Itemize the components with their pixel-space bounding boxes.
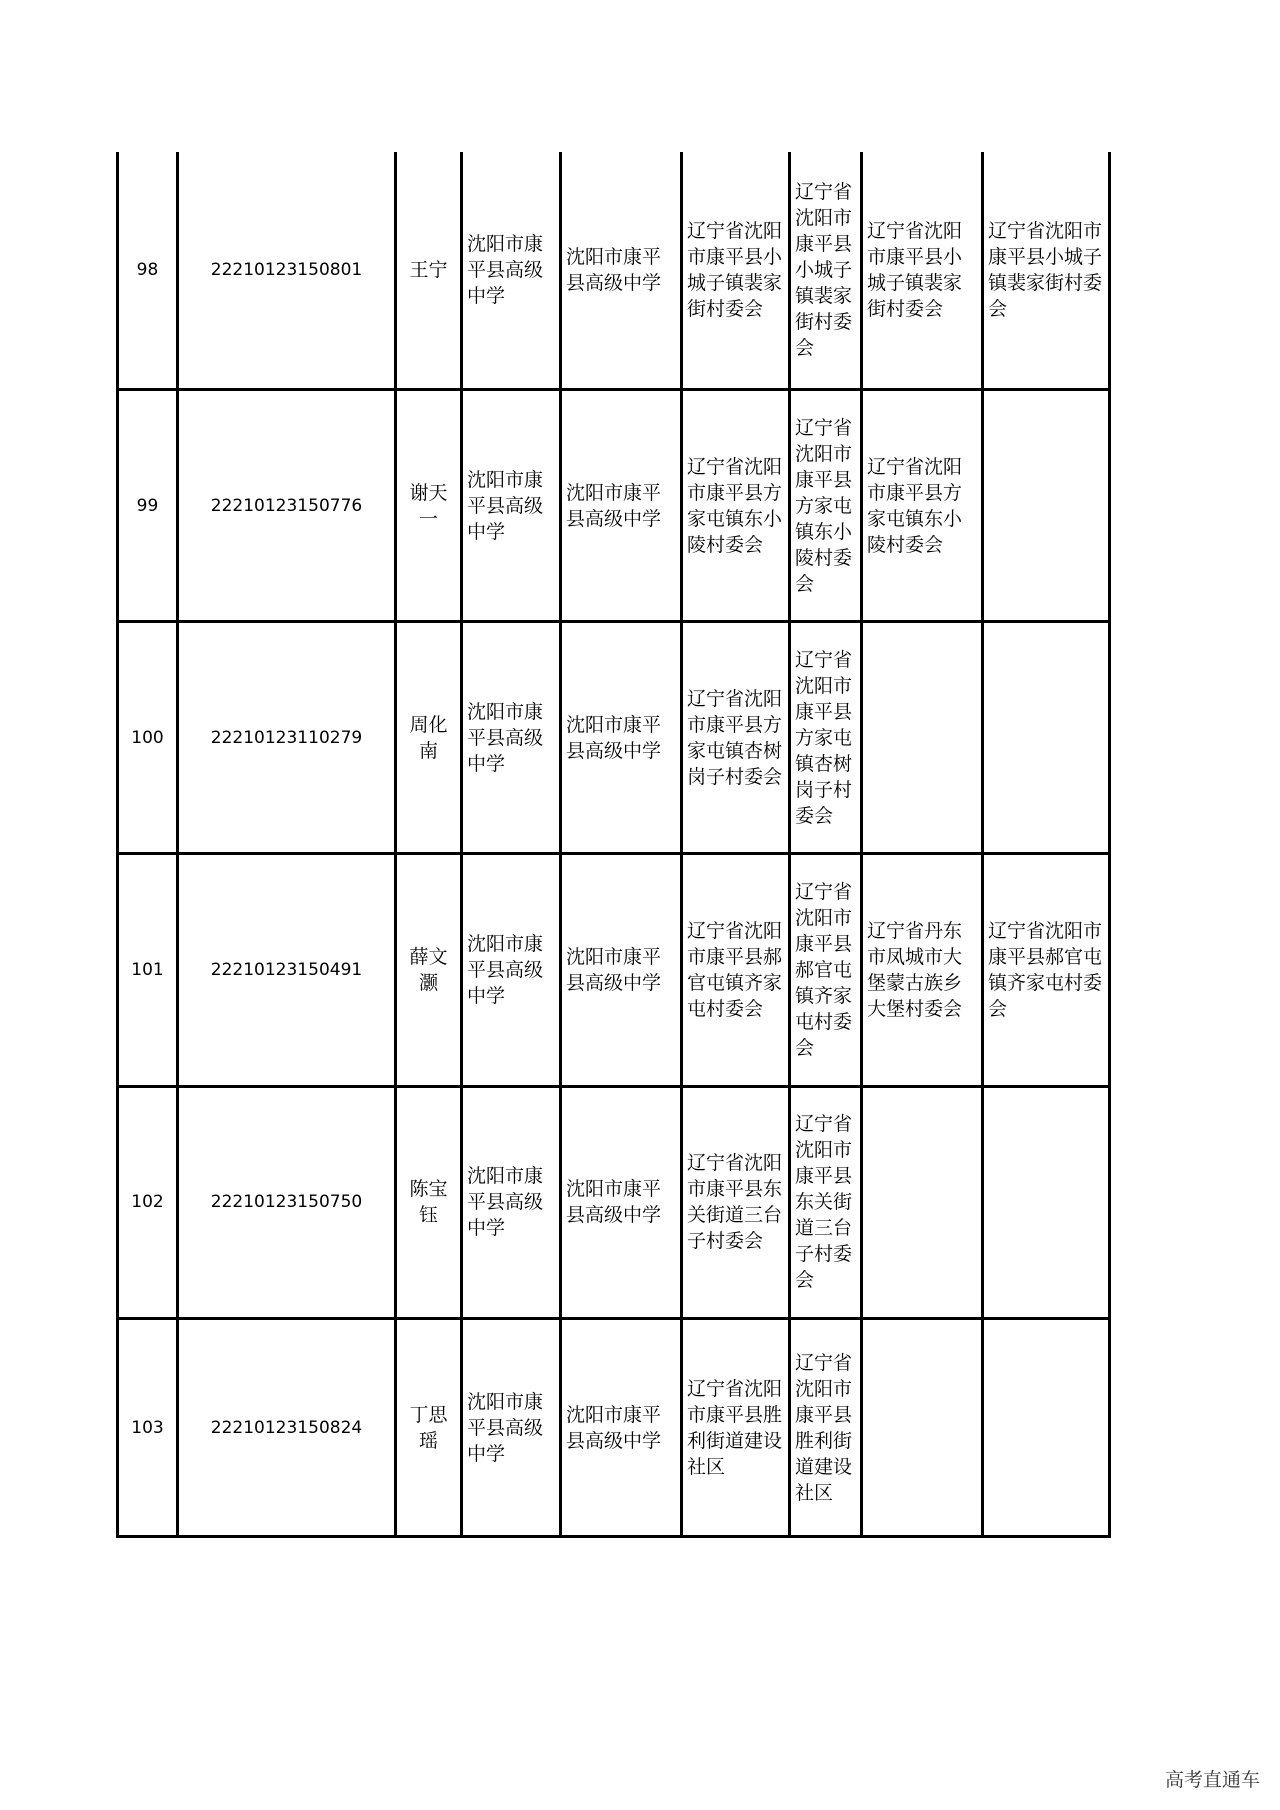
name-cell: 陈宝钰 [396,1086,462,1318]
name-cell: 丁思瑶 [396,1319,462,1537]
address-cell [983,1086,1110,1318]
address-cell [983,389,1110,621]
table-row [118,152,1110,389]
school-cell: 沈阳市康平县高级中学 [462,1086,561,1318]
seq-cell: 98 [118,152,178,389]
address-cell: 辽宁省丹东市凤城市大堡蒙古族乡大堡村委会 [862,854,983,1086]
school-cell: 沈阳市康平县高级中学 [561,622,682,854]
address-cell: 辽宁省沈阳市康平县郝官屯镇齐家屯村委会 [983,854,1110,1086]
name-cell: 周化南 [396,622,462,854]
address-cell: 辽宁省沈阳市康平县方家屯镇杏树岗子村委会 [682,622,790,854]
roster-body [118,152,1110,1537]
address-cell [983,1319,1110,1537]
exam-id-cell: 22210123150824 [178,1319,396,1537]
school-cell: 沈阳市康平县高级中学 [462,152,561,389]
school-cell: 沈阳市康平县高级中学 [561,854,682,1086]
table-row [118,1086,1110,1318]
seq-cell: 102 [118,1086,178,1318]
exam-id-cell: 22210123150801 [178,152,396,389]
address-cell: 辽宁省沈阳市康平县方家屯镇杏树岗子村委会 [790,622,862,854]
address-cell [862,622,983,854]
table-row [118,854,1110,1086]
address-cell: 辽宁省沈阳市康平县东关街道三台子村委会 [790,1086,862,1318]
school-cell: 沈阳市康平县高级中学 [462,389,561,621]
address-cell: 辽宁省沈阳市康平县胜利街道建设社区 [682,1319,790,1537]
address-cell [983,622,1110,854]
exam-id-cell: 22210123110279 [178,622,396,854]
address-cell: 辽宁省沈阳市康平县小城子镇裴家街村委会 [862,152,983,389]
address-cell: 辽宁省沈阳市康平县方家屯镇东小陵村委会 [682,389,790,621]
address-cell: 辽宁省沈阳市康平县方家屯镇东小陵村委会 [790,389,862,621]
table-row [118,389,1110,621]
table-row [118,622,1110,854]
address-cell [862,1319,983,1537]
seq-cell: 100 [118,622,178,854]
exam-id-cell: 22210123150491 [178,854,396,1086]
table-row [118,1319,1110,1537]
exam-id-cell: 22210123150750 [178,1086,396,1318]
school-cell: 沈阳市康平县高级中学 [561,1319,682,1537]
seq-cell: 99 [118,389,178,621]
name-cell: 王宁 [396,152,462,389]
address-cell: 辽宁省沈阳市康平县东关街道三台子村委会 [682,1086,790,1318]
address-cell [862,1086,983,1318]
address-cell: 辽宁省沈阳市康平县胜利街道建设社区 [790,1319,862,1537]
name-cell: 薛文灏 [396,854,462,1086]
school-cell: 沈阳市康平县高级中学 [561,152,682,389]
school-cell: 沈阳市康平县高级中学 [462,1319,561,1537]
roster-table [116,152,1111,1538]
school-cell: 沈阳市康平县高级中学 [462,854,561,1086]
address-cell: 辽宁省沈阳市康平县小城子镇裴家街村委会 [983,152,1110,389]
address-cell: 辽宁省沈阳市康平县郝官屯镇齐家屯村委会 [682,854,790,1086]
school-cell: 沈阳市康平县高级中学 [462,622,561,854]
watermark: 高考直通车 [1164,1769,1260,1791]
seq-cell: 101 [118,854,178,1086]
school-cell: 沈阳市康平县高级中学 [561,1086,682,1318]
seq-cell: 103 [118,1319,178,1537]
address-cell: 辽宁省沈阳市康平县郝官屯镇齐家屯村委会 [790,854,862,1086]
name-cell: 谢天一 [396,389,462,621]
school-cell: 沈阳市康平县高级中学 [561,389,682,621]
address-cell: 辽宁省沈阳市康平县小城子镇裴家街村委会 [790,152,862,389]
address-cell: 辽宁省沈阳市康平县小城子镇裴家街村委会 [682,152,790,389]
address-cell: 辽宁省沈阳市康平县方家屯镇东小陵村委会 [862,389,983,621]
exam-id-cell: 22210123150776 [178,389,396,621]
